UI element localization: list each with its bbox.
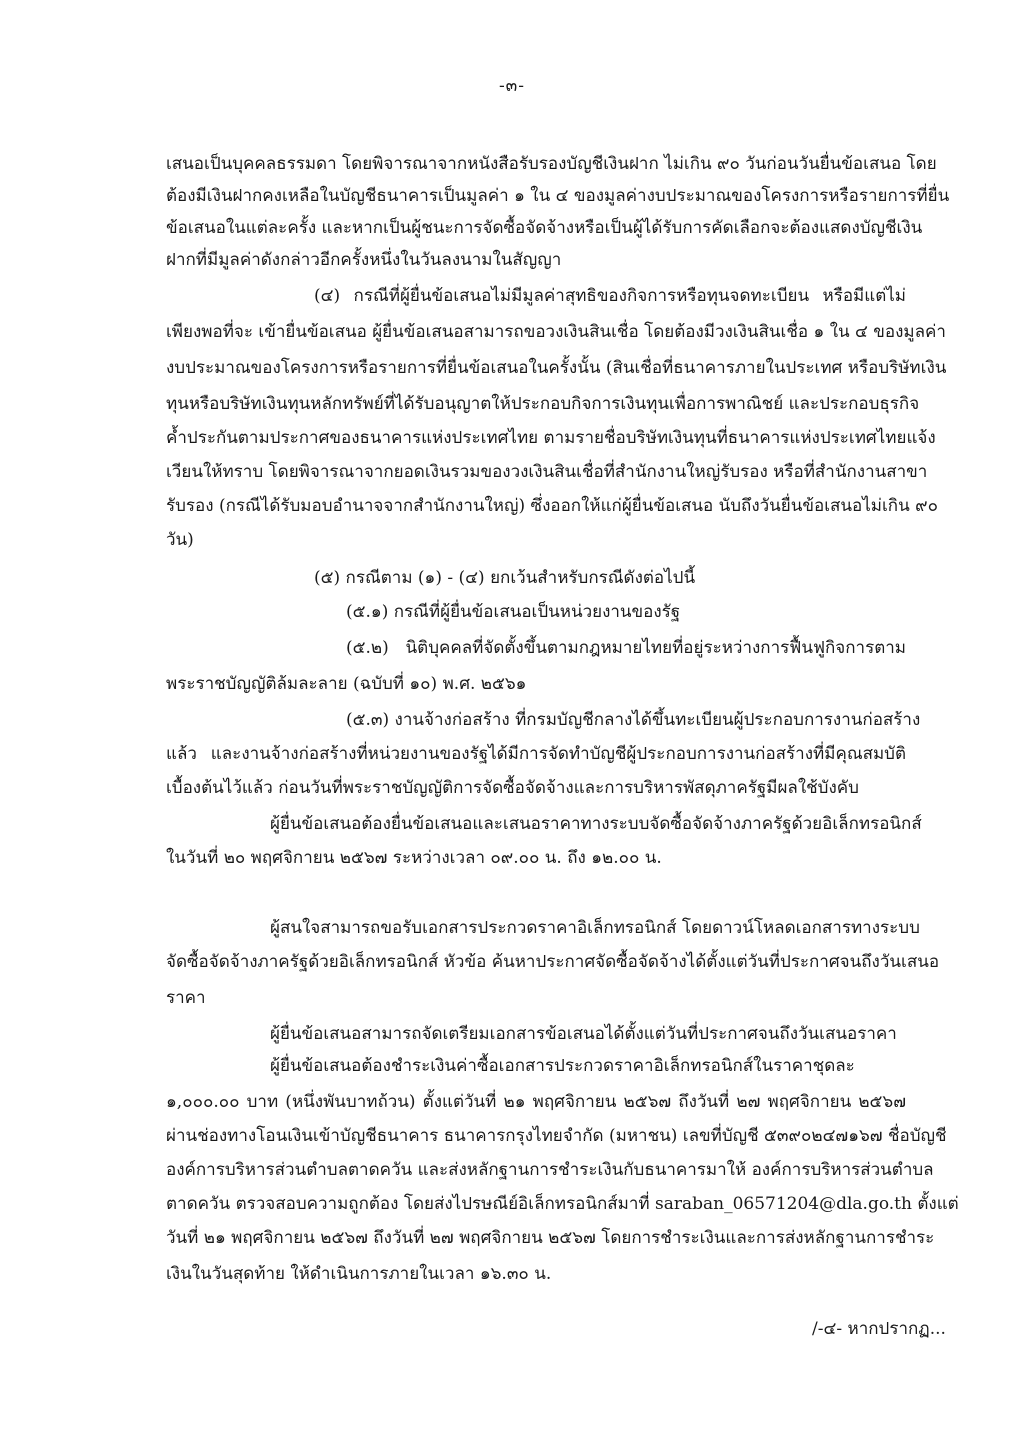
text-line: องค์การบริหารส่วนตำบลตาดควัน และส่งหลักฐานการชำระเงินกับธนาคารมาให้ องค์การบริหารส่วนตำบล xyxy=(166,1160,934,1180)
text-line: วันที่ ๒๑ พฤศจิกายน ๒๕๖๗ ถึงวันที่ ๒๗ พฤศจิกายน ๒๕๖๗ โดยการชำระเงินและการส่งหลักฐานการชำระ xyxy=(166,1228,935,1248)
text-line: จัดซื้อจัดจ้างภาครัฐด้วยอิเล็กทรอนิกส์ หัวข้อ ค้นหาประกาศจัดซื้อจัดจ้างได้ตั้งแต่วันที่ประกาศจนถึงวันเสนอ xyxy=(166,952,940,972)
text-line: ค้ำประกันตามประกาศของธนาคารแห่งประเทศไทย ตามรายชื่อบริษัทเงินทุนที่ธนาคารแห่งประเทศไทยแจ้ง xyxy=(166,428,936,448)
text-line: เสนอเป็นบุคคลธรรมดา โดยพิจารณาจากหนังสือรับรองบัญชีเงินฝาก ไม่เกิน ๙๐ วันก่อนวันยื่นข้อเสนอ โดย xyxy=(166,154,937,174)
text-line: พระราชบัญญัติล้มละลาย (ฉบับที่ ๑๐) พ.ศ. ๒๕๖๑ xyxy=(166,674,527,694)
text-line: วัน) xyxy=(166,530,194,550)
continuation-note: /-๔- หากปรากฏ... xyxy=(812,1319,946,1339)
text-line: แล้ว และงานจ้างก่อสร้างที่หน่วยงานของรัฐได้มีการจัดทำบัญชีผู้ประกอบการงานก่อสร้างที่มีคุณสมบัติ xyxy=(166,744,906,764)
text-line: (๕.๓) งานจ้างก่อสร้าง ที่กรมบัญชีกลางได้ขึ้นทะเบียนผู้ประกอบการงานก่อสร้าง xyxy=(346,710,921,730)
text-line: เวียนให้ทราบ โดยพิจารณาจากยอดเงินรวมของวงเงินสินเชื่อที่สำนักงานใหญ่รับรอง หรือที่สำนักงานสาขา xyxy=(166,462,928,482)
text-line: ผ่านช่องทางโอนเงินเข้าบัญชีธนาคาร ธนาคารกรุงไทยจำกัด (มหาชน) เลขที่บัญชี ๕๓๙๐๒๔๗๑๖๗ ชื่อบัญชี xyxy=(166,1126,947,1146)
page-number: -๓- xyxy=(498,76,526,96)
text-line: (๕.๑) กรณีที่ผู้ยื่นข้อเสนอเป็นหน่วยงานของรัฐ xyxy=(346,602,681,622)
text-line: ข้อเสนอในแต่ละครั้ง และหากเป็นผู้ชนะการจัดซื้อจัดจ้างหรือเป็นผู้ได้รับการคัดเลือกจะต้องแสดงบัญชีเงิน xyxy=(166,218,923,238)
text-line: ราคา xyxy=(166,988,206,1008)
text-line: เพียงพอที่จะ เข้ายื่นข้อเสนอ ผู้ยื่นข้อเสนอสามารถขอวงเงินสินเชื่อ โดยต้องมีวงเงินสินเชื่อ ๑ ใน ๔ ของมูลค่า xyxy=(166,322,946,342)
text-line: ทุนหรือบริษัทเงินทุนหลักทรัพย์ที่ได้รับอนุญาตให้ประกอบกิจการเงินทุนเพื่อการพาณิชย์ และประกอบธุรกิจ xyxy=(166,394,920,414)
text-line: ผู้สนใจสามารถขอรับเอกสารประกวดราคาอิเล็กทรอนิกส์ โดยดาวน์โหลดเอกสารทางระบบ xyxy=(270,918,920,938)
text-line: ตาดควัน ตรวจสอบความถูกต้อง โดยส่งไปรษณีย์อิเล็กทรอนิกส์มาที่ saraban_06571204@dla.go.th ตั้งแต่ xyxy=(166,1194,959,1214)
text-line: เบื้องต้นไว้แล้ว ก่อนวันที่พระราชบัญญัติการจัดซื้อจัดจ้างและการบริหารพัสดุภาครัฐมีผลใช้บังคับ xyxy=(166,778,859,798)
text-line: ๑,๐๐๐.๐๐ บาท (หนึ่งพันบาทถ้วน) ตั้งแต่วันที่ ๒๑ พฤศจิกายน ๒๕๖๗ ถึงวันที่ ๒๗ พฤศจิกายน ๒๕๖๗ xyxy=(166,1092,906,1112)
text-line: ผู้ยื่นข้อเสนอต้องชำระเงินค่าซื้อเอกสารประกวดราคาอิเล็กทรอนิกส์ในราคาชุดละ xyxy=(270,1056,855,1076)
text-line: ต้องมีเงินฝากคงเหลือในบัญชีธนาคารเป็นมูลค่า ๑ ใน ๔ ของมูลค่างบประมาณของโครงการหรือรายการที่ยื่น xyxy=(166,186,950,206)
text-line: ในวันที่ ๒๐ พฤศจิกายน ๒๕๖๗ ระหว่างเวลา ๐๙.๐๐ น. ถึง ๑๒.๐๐ น. xyxy=(166,848,662,868)
text-line: งบประมาณของโครงการหรือรายการที่ยื่นข้อเสนอในครั้งนั้น (สินเชื่อที่ธนาคารภายในประเทศ หรือบริษัทเงิน xyxy=(166,358,947,378)
text-line: (๔) กรณีที่ผู้ยื่นข้อเสนอไม่มีมูลค่าสุทธิของกิจการหรือทุนจดทะเบียน หรือมีแต่ไม่ xyxy=(314,286,906,306)
text-line: (๕.๒) นิติบุคคลที่จัดตั้งขึ้นตามกฎหมายไทยที่อยู่ระหว่างการฟื้นฟูกิจการตาม xyxy=(346,638,906,658)
text-line: ผู้ยื่นข้อเสนอต้องยื่นข้อเสนอและเสนอราคาทางระบบจัดซื้อจัดจ้างภาครัฐด้วยอิเล็กทรอนิกส์ xyxy=(270,814,922,834)
text-line: เงินในวันสุดท้าย ให้ดำเนินการภายในเวลา ๑๖.๓๐ น. xyxy=(166,1264,552,1284)
text-line: รับรอง (กรณีได้รับมอบอำนาจจากสำนักงานใหญ่) ซึ่งออกให้แก่ผู้ยื่นข้อเสนอ นับถึงวันยื่นข้อเสนอไม่เกิน ๙๐ xyxy=(166,496,938,516)
text-line: (๕) กรณีตาม (๑) - (๔) ยกเว้นสำหรับกรณีดังต่อไปนี้ xyxy=(314,568,696,588)
text-line: ผู้ยื่นข้อเสนอสามารถจัดเตรียมเอกสารข้อเสนอได้ตั้งแต่วันที่ประกาศจนถึงวันเสนอราคา xyxy=(270,1024,897,1044)
text-line: ฝากที่มีมูลค่าดังกล่าวอีกครั้งหนึ่งในวันลงนามในสัญญา xyxy=(166,250,562,270)
